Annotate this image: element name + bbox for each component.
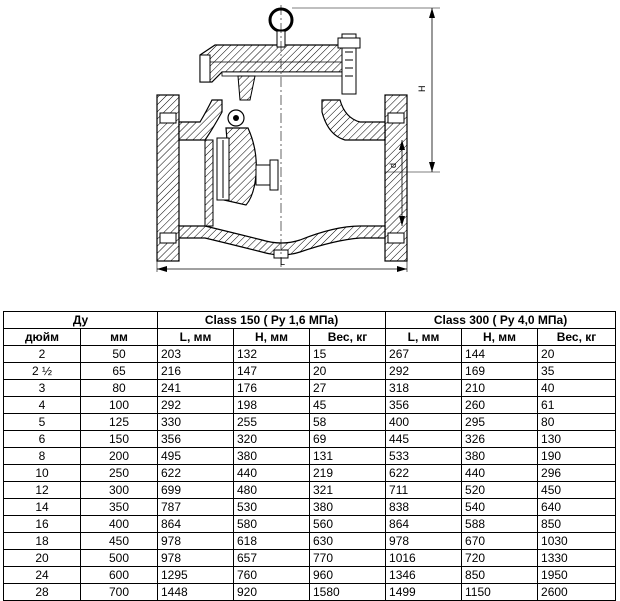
right-flange-bolt bbox=[388, 113, 404, 123]
cell-l-150: 1448 bbox=[158, 584, 234, 601]
hinge-pin-center bbox=[233, 115, 239, 121]
left-flange-bolt bbox=[160, 113, 176, 123]
cell-mm: 300 bbox=[81, 482, 158, 499]
dim-h-arrow bbox=[429, 8, 435, 18]
table-row bbox=[4, 550, 616, 567]
table-row bbox=[4, 414, 616, 431]
cell-weight-150: 27 bbox=[310, 380, 386, 397]
cell-weight-150: 770 bbox=[310, 550, 386, 567]
cell-inch: 14 bbox=[4, 499, 81, 516]
cell-h-300: 260 bbox=[462, 397, 538, 414]
cell-h-150: 530 bbox=[234, 499, 310, 516]
cell-inch: 3 bbox=[4, 380, 81, 397]
cell-weight-150: 380 bbox=[310, 499, 386, 516]
cell-mm: 350 bbox=[81, 499, 158, 516]
cell-mm: 50 bbox=[81, 346, 158, 363]
header-h-150: H, мм bbox=[234, 329, 310, 346]
cell-h-300: 720 bbox=[462, 550, 538, 567]
cell-l-300: 864 bbox=[386, 516, 462, 533]
table-row bbox=[4, 431, 616, 448]
cell-inch: 24 bbox=[4, 567, 81, 584]
bonnet-gasket bbox=[222, 72, 345, 76]
cell-h-150: 657 bbox=[234, 550, 310, 567]
cell-h-150: 580 bbox=[234, 516, 310, 533]
cell-weight-300: 450 bbox=[538, 482, 616, 499]
cell-weight-150: 321 bbox=[310, 482, 386, 499]
table-body bbox=[4, 346, 616, 601]
table-row bbox=[4, 584, 616, 601]
cell-l-150: 864 bbox=[158, 516, 234, 533]
cell-h-150: 255 bbox=[234, 414, 310, 431]
dim-h-arrow bbox=[429, 162, 435, 172]
cell-mm: 65 bbox=[81, 363, 158, 380]
cell-h-150: 380 bbox=[234, 448, 310, 465]
cell-l-150: 699 bbox=[158, 482, 234, 499]
cell-l-150: 292 bbox=[158, 397, 234, 414]
cell-h-150: 618 bbox=[234, 533, 310, 550]
cell-h-300: 295 bbox=[462, 414, 538, 431]
dimensions-table bbox=[3, 311, 616, 601]
cell-l-300: 1499 bbox=[386, 584, 462, 601]
cell-weight-150: 219 bbox=[310, 465, 386, 482]
table-group-header bbox=[4, 312, 616, 329]
cell-h-300: 326 bbox=[462, 431, 538, 448]
body-top-right bbox=[322, 100, 385, 140]
cell-h-300: 520 bbox=[462, 482, 538, 499]
table-row bbox=[4, 363, 616, 380]
dim-l-arrow bbox=[157, 266, 167, 272]
table-row bbox=[4, 499, 616, 516]
cell-inch: 8 bbox=[4, 448, 81, 465]
header-inch: дюйм bbox=[4, 329, 81, 346]
cell-inch: 10 bbox=[4, 465, 81, 482]
cell-weight-300: 1950 bbox=[538, 567, 616, 584]
cell-l-300: 292 bbox=[386, 363, 462, 380]
bore bbox=[157, 140, 407, 226]
cell-weight-300: 40 bbox=[538, 380, 616, 397]
cell-weight-300: 190 bbox=[538, 448, 616, 465]
cell-l-150: 978 bbox=[158, 550, 234, 567]
seat-ring bbox=[205, 140, 213, 226]
cell-weight-150: 630 bbox=[310, 533, 386, 550]
cell-l-150: 495 bbox=[158, 448, 234, 465]
body-top-left bbox=[179, 100, 222, 140]
cell-weight-300: 296 bbox=[538, 465, 616, 482]
cell-weight-150: 58 bbox=[310, 414, 386, 431]
cell-l-300: 400 bbox=[386, 414, 462, 431]
cell-l-150: 787 bbox=[158, 499, 234, 516]
cell-l-300: 445 bbox=[386, 431, 462, 448]
cell-l-150: 241 bbox=[158, 380, 234, 397]
disc-nut-cap bbox=[270, 160, 278, 190]
cell-mm: 400 bbox=[81, 516, 158, 533]
dim-h-label: H bbox=[417, 85, 427, 92]
cell-l-150: 978 bbox=[158, 533, 234, 550]
cell-l-150: 356 bbox=[158, 431, 234, 448]
check-valve-drawing bbox=[0, 0, 620, 300]
cell-h-150: 760 bbox=[234, 567, 310, 584]
cell-h-150: 198 bbox=[234, 397, 310, 414]
cell-mm: 250 bbox=[81, 465, 158, 482]
cell-h-300: 210 bbox=[462, 380, 538, 397]
cell-mm: 150 bbox=[81, 431, 158, 448]
cell-l-300: 267 bbox=[386, 346, 462, 363]
cell-h-150: 440 bbox=[234, 465, 310, 482]
cell-weight-150: 20 bbox=[310, 363, 386, 380]
cell-l-150: 216 bbox=[158, 363, 234, 380]
cell-h-150: 920 bbox=[234, 584, 310, 601]
cell-weight-300: 61 bbox=[538, 397, 616, 414]
cell-l-300: 1016 bbox=[386, 550, 462, 567]
bonnet-bolt bbox=[200, 55, 210, 82]
cell-weight-300: 80 bbox=[538, 414, 616, 431]
cell-weight-150: 15 bbox=[310, 346, 386, 363]
right-flange-bolt bbox=[388, 233, 404, 243]
cell-h-300: 670 bbox=[462, 533, 538, 550]
cell-mm: 125 bbox=[81, 414, 158, 431]
bonnet-cover bbox=[200, 45, 352, 82]
cell-weight-150: 45 bbox=[310, 397, 386, 414]
header-dn: Ду bbox=[4, 312, 158, 329]
cell-inch: 5 bbox=[4, 414, 81, 431]
left-flange-bolt bbox=[160, 233, 176, 243]
cell-mm: 600 bbox=[81, 567, 158, 584]
cell-h-300: 540 bbox=[462, 499, 538, 516]
cell-l-300: 711 bbox=[386, 482, 462, 499]
cell-l-300: 978 bbox=[386, 533, 462, 550]
header-mm: мм bbox=[81, 329, 158, 346]
cell-mm: 700 bbox=[81, 584, 158, 601]
cell-weight-300: 850 bbox=[538, 516, 616, 533]
table-row bbox=[4, 380, 616, 397]
table-row bbox=[4, 346, 616, 363]
cell-weight-150: 960 bbox=[310, 567, 386, 584]
cell-weight-150: 69 bbox=[310, 431, 386, 448]
cell-l-300: 838 bbox=[386, 499, 462, 516]
cell-l-150: 1295 bbox=[158, 567, 234, 584]
cell-h-150: 320 bbox=[234, 431, 310, 448]
cell-inch: 20 bbox=[4, 550, 81, 567]
cell-mm: 100 bbox=[81, 397, 158, 414]
cell-weight-300: 2600 bbox=[538, 584, 616, 601]
header-l-300: L, мм bbox=[386, 329, 462, 346]
cell-weight-150: 560 bbox=[310, 516, 386, 533]
cell-weight-300: 20 bbox=[538, 346, 616, 363]
cell-l-150: 622 bbox=[158, 465, 234, 482]
bonnet-bolt-head bbox=[338, 38, 360, 48]
cell-l-300: 533 bbox=[386, 448, 462, 465]
cell-inch: 16 bbox=[4, 516, 81, 533]
disc-nut bbox=[256, 165, 270, 185]
header-h-300: H, мм bbox=[462, 329, 538, 346]
cell-inch: 12 bbox=[4, 482, 81, 499]
cell-l-300: 318 bbox=[386, 380, 462, 397]
header-l-150: L, мм bbox=[158, 329, 234, 346]
cell-weight-150: 1580 bbox=[310, 584, 386, 601]
cell-weight-150: 131 bbox=[310, 448, 386, 465]
hinge-arm bbox=[238, 76, 255, 100]
cell-weight-300: 35 bbox=[538, 363, 616, 380]
dim-d-label: d bbox=[388, 162, 398, 168]
header-weight-150: Вес, кг bbox=[310, 329, 386, 346]
header-class300: Class 300 ( Ру 4,0 МПа) bbox=[386, 312, 616, 329]
table-sub-header bbox=[4, 329, 616, 346]
cell-inch: 2 bbox=[4, 346, 81, 363]
dim-l-label: L bbox=[280, 257, 286, 267]
cell-weight-300: 1330 bbox=[538, 550, 616, 567]
table-row bbox=[4, 533, 616, 550]
cell-inch: 4 bbox=[4, 397, 81, 414]
cell-mm: 80 bbox=[81, 380, 158, 397]
cell-h-300: 380 bbox=[462, 448, 538, 465]
cell-h-150: 176 bbox=[234, 380, 310, 397]
cell-mm: 500 bbox=[81, 550, 158, 567]
cell-h-150: 480 bbox=[234, 482, 310, 499]
cell-l-300: 622 bbox=[386, 465, 462, 482]
cell-h-300: 850 bbox=[462, 567, 538, 584]
cell-inch: 28 bbox=[4, 584, 81, 601]
cell-h-300: 144 bbox=[462, 346, 538, 363]
cell-h-150: 147 bbox=[234, 363, 310, 380]
cell-weight-300: 640 bbox=[538, 499, 616, 516]
cell-h-300: 440 bbox=[462, 465, 538, 482]
dim-l-arrow bbox=[397, 266, 407, 272]
cell-h-300: 1150 bbox=[462, 584, 538, 601]
cell-h-300: 588 bbox=[462, 516, 538, 533]
cell-l-150: 203 bbox=[158, 346, 234, 363]
table-row bbox=[4, 448, 616, 465]
cell-l-300: 1346 bbox=[386, 567, 462, 584]
table-row bbox=[4, 397, 616, 414]
cell-weight-300: 130 bbox=[538, 431, 616, 448]
cell-inch: 6 bbox=[4, 431, 81, 448]
header-class150: Class 150 ( Ру 1,6 МПа) bbox=[158, 312, 386, 329]
header-weight-300: Вес, кг bbox=[538, 329, 616, 346]
cell-l-300: 356 bbox=[386, 397, 462, 414]
cell-l-150: 330 bbox=[158, 414, 234, 431]
table-row bbox=[4, 567, 616, 584]
cell-weight-300: 1030 bbox=[538, 533, 616, 550]
table-row bbox=[4, 482, 616, 499]
cell-inch: 18 bbox=[4, 533, 81, 550]
table-row bbox=[4, 516, 616, 533]
cell-h-150: 132 bbox=[234, 346, 310, 363]
cell-h-300: 169 bbox=[462, 363, 538, 380]
cell-mm: 450 bbox=[81, 533, 158, 550]
cell-inch: 2 ½ bbox=[4, 363, 81, 380]
table-row bbox=[4, 465, 616, 482]
cell-mm: 200 bbox=[81, 448, 158, 465]
